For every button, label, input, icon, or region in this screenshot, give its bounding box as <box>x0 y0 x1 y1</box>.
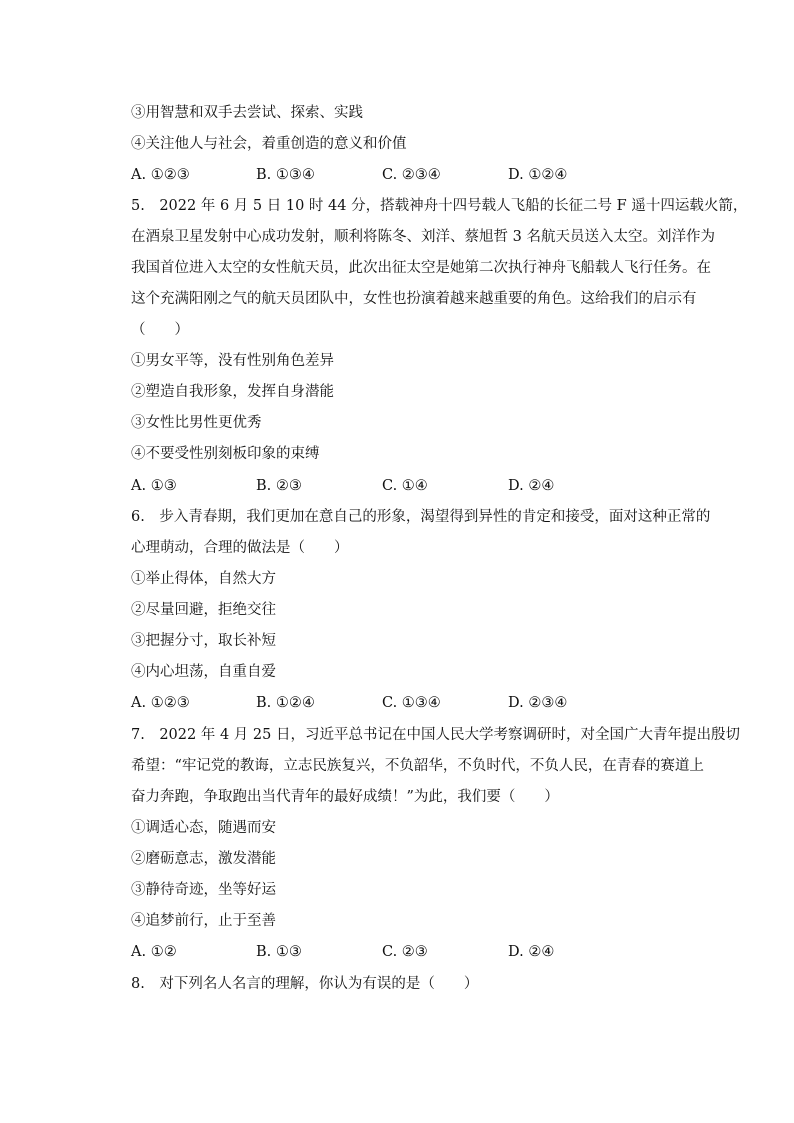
q5-statement-3: ③女性比男性更优秀 <box>131 415 262 431</box>
q5-options <box>131 476 651 496</box>
q7-stem-line: 希望：“牢记党的教诲，立志民族复兴，不负韶华，不负时代，不负人民，在青春的赛道上 <box>131 758 704 774</box>
q5-stem-line: 在酒泉卫星发射中心成功发射，顺利将陈冬、刘洋、蔡旭哲 3 名航天员送入太空。刘洋作为 <box>131 229 715 245</box>
q6-statement-4: ④内心坦荡，自重自爱 <box>131 664 276 680</box>
q4-options <box>131 165 651 185</box>
option-d: D. ②③④ <box>508 695 568 711</box>
option-d: D. ②④ <box>508 478 555 494</box>
q6-stem-line: 6. 步入青春期，我们更加在意自己的形象，渴望得到异性的肯定和接受，面对这种正常的 <box>131 509 711 525</box>
option-b: B. ①②④ <box>256 695 315 711</box>
option-d: D. ①②④ <box>508 167 568 183</box>
q6-statement-2: ②尽量回避，拒绝交往 <box>131 602 276 618</box>
q5-statement-4: ④不要受性别刻板印象的束缚 <box>131 446 320 462</box>
option-c: C. ②③ <box>382 944 428 960</box>
q5-statement-1: ①男女平等，没有性别角色差异 <box>131 353 334 369</box>
option-d: D. ②④ <box>508 944 555 960</box>
q6-options <box>131 693 651 713</box>
option-c: C. ②③④ <box>382 167 441 183</box>
q7-options <box>131 942 651 962</box>
option-c: C. ①③④ <box>382 695 441 711</box>
q7-statement-2: ②磨砺意志，激发潜能 <box>131 851 276 867</box>
q7-stem-line: 奋力奔跑，争取跑出当代青年的最好成绩！”为此，我们要（ ） <box>131 789 559 805</box>
q8-stem: 8. 对下列名人名言的理解，你认为有误的是（ ） <box>131 976 479 992</box>
q6-stem-line: 心理萌动，合理的做法是（ ） <box>131 540 349 556</box>
q5-stem-line: 5. 2022 年 6 月 5 日 10 时 44 分，搭载神舟十四号载人飞船的长征二号 F 遥十四运载火箭， <box>131 198 748 214</box>
q5-stem-line: 我国首位进入太空的女性航天员，此次出征太空是她第二次执行神舟飞船载人飞行任务。在 <box>131 260 711 276</box>
option-a: A. ①②③ <box>131 167 190 183</box>
q7-statement-1: ①调适心态，随遇而安 <box>131 820 276 836</box>
option-c: C. ①④ <box>382 478 428 494</box>
option-b: B. ②③ <box>256 478 302 494</box>
q5-stem-line: 这个充满阳刚之气的航天员团队中，女性也扮演着越来越重要的角色。这给我们的启示有 <box>131 291 697 307</box>
q5-statement-2: ②塑造自我形象，发挥自身潜能 <box>131 384 334 400</box>
option-a: A. ①②③ <box>131 695 190 711</box>
q6-statement-1: ①举止得体，自然大方 <box>131 571 276 587</box>
q7-statement-3: ③静待奇迹，坐等好运 <box>131 882 276 898</box>
q6-statement-3: ③把握分寸，取长补短 <box>131 633 276 649</box>
q5-answer-blank: （ ） <box>131 322 189 338</box>
statement-4: ④关注他人与社会，着重创造的意义和价值 <box>131 136 407 152</box>
q7-stem-line: 7. 2022 年 4 月 25 日，习近平总书记在中国人民大学考察调研时，对全国广大青年提出殷切 <box>131 727 740 743</box>
option-b: B. ①③ <box>256 944 302 960</box>
q7-statement-4: ④追梦前行，止于至善 <box>131 913 276 929</box>
option-a: A. ①③ <box>131 478 177 494</box>
option-a: A. ①② <box>131 944 177 960</box>
option-b: B. ①③④ <box>256 167 315 183</box>
statement-3: ③用智慧和双手去尝试、探索、实践 <box>131 105 363 121</box>
